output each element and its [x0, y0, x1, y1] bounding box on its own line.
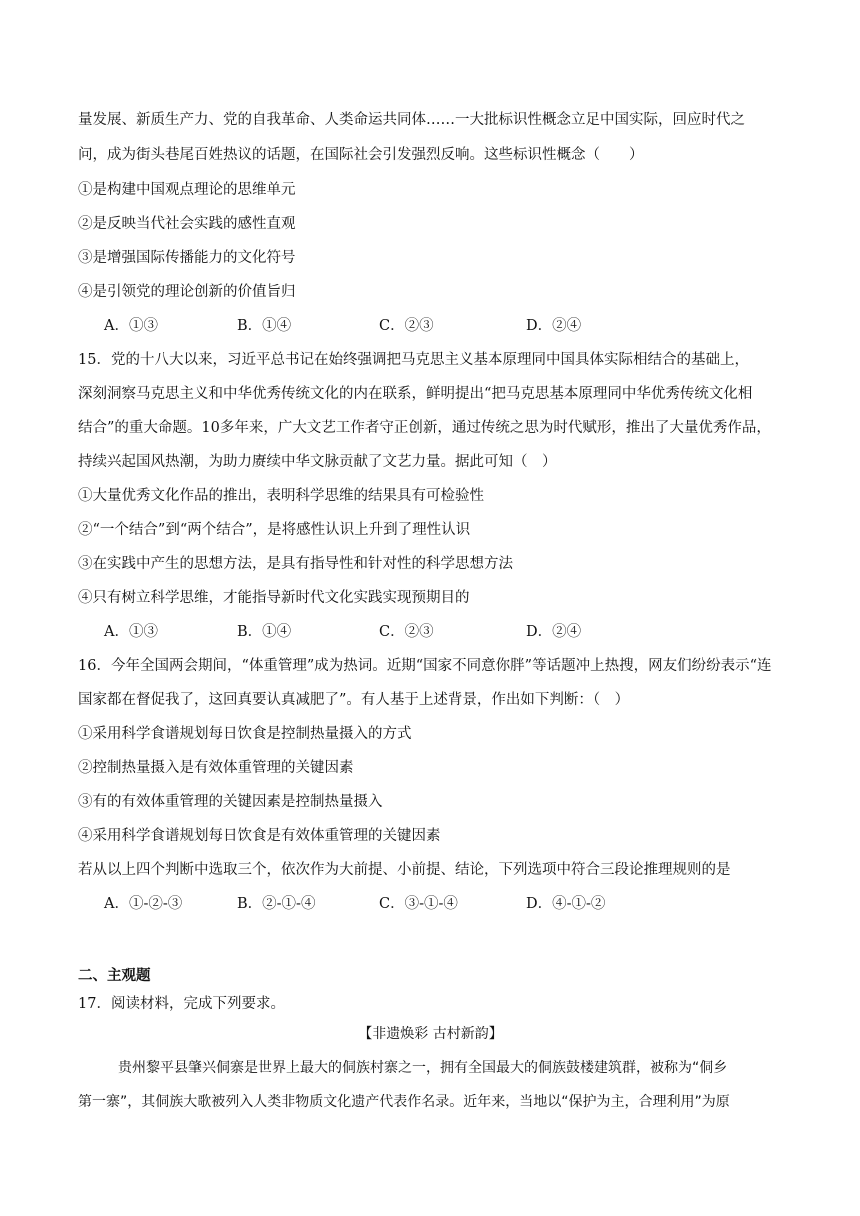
q14-stem-line-2: 问，成为街头巷尾百姓热议的话题，在国际社会引发强烈反响。这些标识性概念（ ） — [78, 147, 644, 163]
q16-statement-2: ②控制热量摄入是有效体重管理的关键因素 — [78, 760, 354, 776]
material-paragraph-line-2: 第一寨”，其侗族大歌被列入人类非物质文化遗产代表作名录。近年来，当地以“保护为主，合理利用”为原 — [78, 1094, 730, 1110]
q16-statement-1: ①采用科学食谱规划每日饮食是控制热量摄入的方式 — [78, 726, 412, 742]
q15-stem-line-1: 15．党的十八大以来，习近平总书记在始终强调把马克思主义基本原理同中国具体实际相结合的基础上， — [78, 352, 749, 368]
q15-stem-line-2: 深刻洞察马克思主义和中华优秀传统文化的内在联系，鲜明提出“把马克思基本原理同中华优秀传统文化相 — [78, 386, 753, 402]
q16-statement-3: ③有的有效体重管理的关键因素是控制热量摄入 — [78, 794, 383, 810]
q14-option-a[interactable]: A．①③ — [104, 318, 158, 334]
q15-option-a[interactable]: A．①③ — [104, 624, 158, 640]
q15-statement-4: ④只有树立科学思维，才能指导新时代文化实践实现预期目的 — [78, 590, 470, 606]
q14-options — [104, 316, 744, 336]
q15-stem-line-4: 持续兴起国风热潮，为助力赓续中华文脉贡献了文艺力量。据此可知（ ） — [78, 454, 557, 470]
q14-stem-line-1: 量发展、新质生产力、党的自我革命、人类命运共同体……一大批标识性概念立足中国实际，回应时代之 — [78, 112, 745, 128]
q16-statement-4: ④采用科学食谱规划每日饮食是有效体重管理的关键因素 — [78, 828, 441, 844]
q14-statement-2: ②是反映当代社会实践的感性直观 — [78, 216, 296, 232]
q15-statement-3: ③在实践中产生的思想方法，是具有指导性和针对性的科学思想方法 — [78, 556, 513, 572]
q14-option-d[interactable]: D．②④ — [526, 318, 582, 334]
q15-statement-2: ②“一个结合”到“两个结合”，是将感性认识上升到了理性认识 — [78, 522, 471, 538]
section-heading: 二、主观题 — [78, 967, 151, 984]
q14-option-c[interactable]: C．②③ — [379, 318, 434, 334]
q14-statement-1: ①是构建中国观点理论的思维单元 — [78, 182, 296, 198]
q15-options — [104, 622, 744, 642]
q16-stem-line-1: 16．今年全国两会期间，“体重管理”成为热词。近期“国家不同意你胖”等话题冲上热搜，网友们纷纷表示“连 — [78, 658, 772, 674]
q16-option-d[interactable]: D．④-①-② — [526, 896, 606, 912]
q14-statement-3: ③是增强国际传播能力的文化符号 — [78, 250, 296, 266]
q16-options — [104, 894, 744, 914]
q15-option-d[interactable]: D．②④ — [526, 624, 582, 640]
q14-option-b[interactable]: B．①④ — [237, 318, 292, 334]
q15-option-c[interactable]: C．②③ — [379, 624, 434, 640]
q15-stem-line-3: 结合”的重大命题。10多年来，广大文艺工作者守正创新，通过传统之思为时代赋形，推出了大量优秀作品， — [78, 420, 771, 436]
q16-instruction: 若从以上四个判断中选取三个，依次作为大前提、小前提、结论，下列选项中符合三段论推理规则的是 — [78, 862, 731, 878]
q16-option-c[interactable]: C．③-①-④ — [379, 896, 458, 912]
q15-option-b[interactable]: B．①④ — [237, 624, 292, 640]
q16-option-a[interactable]: A．①-②-③ — [104, 896, 183, 912]
material-title: 【非遗焕彩 古村新韵】 — [358, 1026, 503, 1042]
material-paragraph-line-1: 贵州黎平县肇兴侗寨是世界上最大的侗族村寨之一，拥有全国最大的侗族鼓楼建筑群，被称为“侗乡 — [118, 1060, 728, 1076]
q16-option-b[interactable]: B．②-①-④ — [237, 896, 316, 912]
q16-stem-line-2: 国家都在督促我了，这回真要认真减肥了”。有人基于上述背景，作出如下判断：（ ） — [78, 692, 630, 708]
q14-statement-4: ④是引领党的理论创新的价值旨归 — [78, 284, 296, 300]
q17-prompt: 17．阅读材料，完成下列要求。 — [78, 996, 285, 1012]
q15-statement-1: ①大量优秀文化作品的推出，表明科学思维的结果具有可检验性 — [78, 488, 484, 504]
